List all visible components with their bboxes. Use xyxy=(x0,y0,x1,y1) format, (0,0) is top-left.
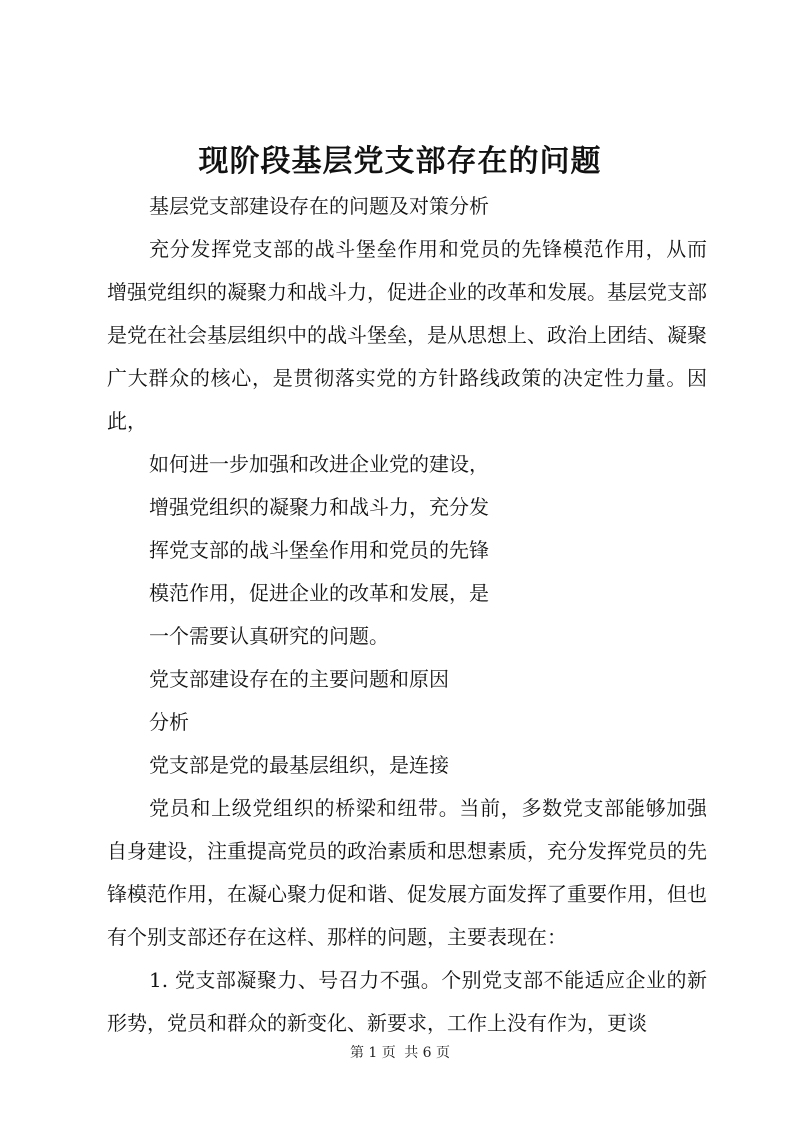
paragraph-11: 党员和上级党组织的桥梁和纽带。当前，多数党支部能够加强自身建设，注重提高党员的政治素质和思想素质，充分发挥党员的先锋模范作用，在凝心聚力促和谐、促发展方面发挥了重要作用，但也有个别支部还存在这样、那样的问题，主要表现在： xyxy=(107,796,707,949)
paragraph-1: 基层党支部建设存在的问题及对策分析 xyxy=(149,194,489,218)
page-footer xyxy=(0,1043,800,1063)
paragraph-4: 增强党组织的凝聚力和战斗力，充分发 xyxy=(149,495,489,519)
paragraph-10: 党支部是党的最基层组织，是连接 xyxy=(149,753,449,777)
paragraph-9: 分析 xyxy=(149,710,189,734)
paragraph-8: 党支部建设存在的主要问题和原因 xyxy=(149,667,449,691)
total-pages: 共 6 页 xyxy=(404,1045,451,1061)
page-number: 第 1 页 xyxy=(349,1045,396,1061)
paragraph-12: 1. 党支部凝聚力、号召力不强。个别党支部不能适应企业的新形势，党员和群众的新变化、新要求，工作上没有作为，更谈 xyxy=(107,968,707,1035)
paragraph-2: 充分发挥党支部的战斗堡垒作用和党员的先锋模范作用，从而增强党组织的凝聚力和战斗力，促进企业的改革和发展。基层党支部是党在社会基层组织中的战斗堡垒，是从思想上、政治上团结、凝聚广大群众的核心，是贯彻落实党的方针路线政策的决定性力量。因此， xyxy=(107,237,707,433)
document-body xyxy=(107,185,707,1045)
paragraph-7: 一个需要认真研究的问题。 xyxy=(149,624,389,648)
paragraph-5: 挥党支部的战斗堡垒作用和党员的先锋 xyxy=(149,538,489,562)
document-title: 现阶段基层党支部存在的问题 xyxy=(198,144,602,179)
paragraph-3: 如何进一步加强和改进企业党的建设， xyxy=(149,452,489,476)
paragraph-6: 模范作用，促进企业的改革和发展，是 xyxy=(149,581,489,605)
